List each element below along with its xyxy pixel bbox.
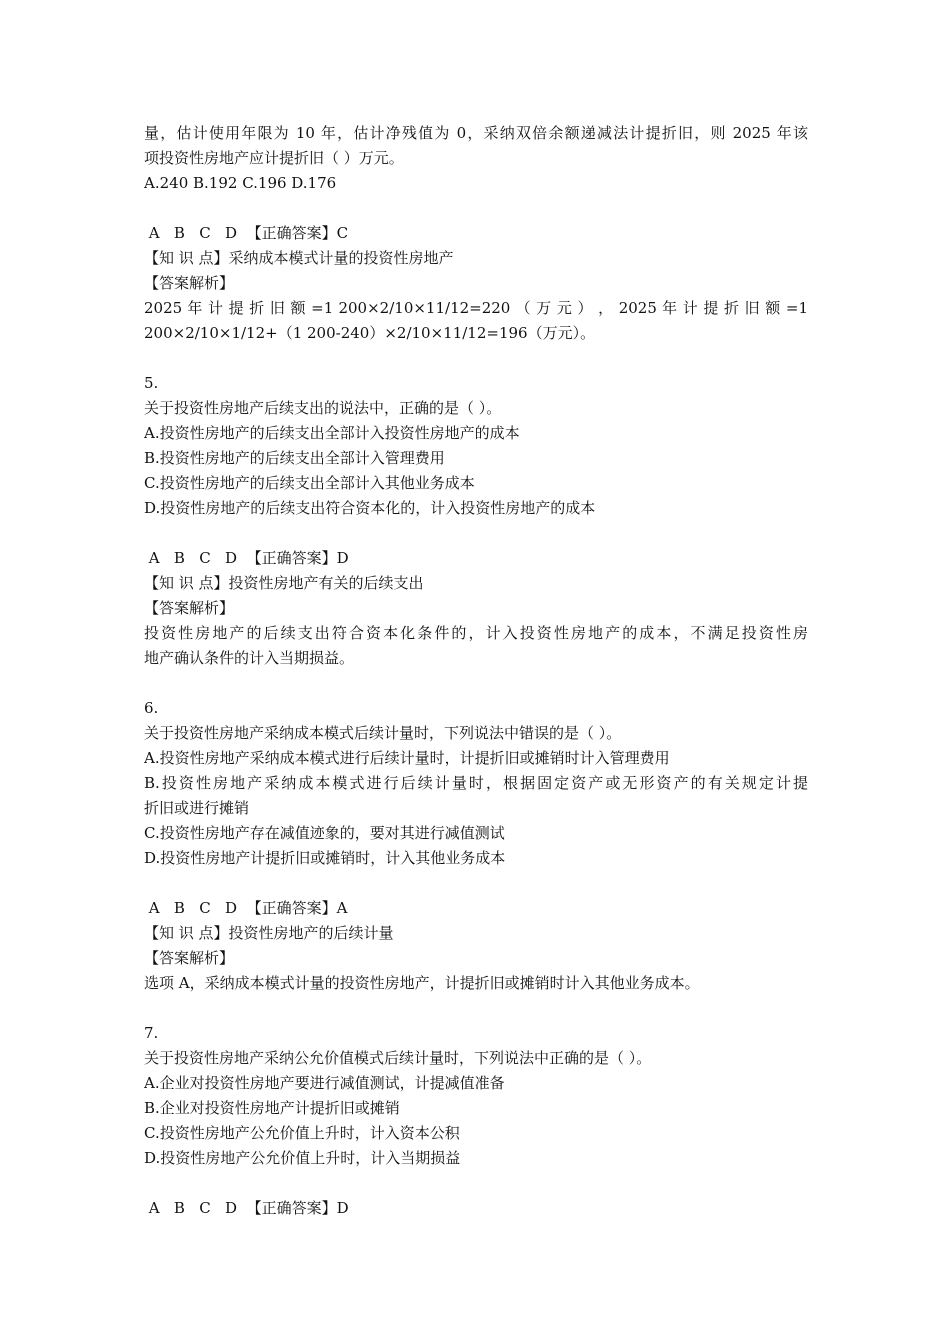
- q5-analysis-line-2: 地产确认条件的计入当期损益。: [144, 649, 355, 667]
- q4-options: A.240 B.192 C.196 D.176: [144, 174, 337, 192]
- q7-option-b: B.企业对投资性房地产计提折旧或摊销: [144, 1099, 400, 1117]
- q4-analysis-label: 【答案解析】: [144, 274, 235, 292]
- q7-option-c: C.投资性房地产公允价值上升时，计入资本公积: [144, 1124, 460, 1142]
- spacer: [144, 996, 808, 1021]
- spacer: [144, 521, 808, 546]
- q6-number: 6.: [144, 699, 159, 717]
- spacer: [144, 871, 808, 896]
- spacer: [144, 196, 808, 221]
- q4-stem-line-1: 量，估计使用年限为 10 年，估计净残值为 0，采纳双倍余额递减法计提折旧，则 2025 年该: [144, 124, 808, 142]
- q6-knowledge-point: 【知 识 点】投资性房地产的后续计量: [144, 924, 394, 942]
- document-page: [144, 121, 808, 1221]
- q5-number: 5.: [144, 374, 159, 392]
- q4-analysis-line-2: 200×2/10×1/12+（1 200-240）×2/10×11/12=196（万元）。: [144, 324, 596, 342]
- q7-option-d: D.投资性房地产公允价值上升时，计入当期损益: [144, 1149, 461, 1167]
- q6-answer-line: A B C D 【正确答案】A: [144, 899, 348, 917]
- q5-option-a: A.投资性房地产的后续支出全部计入投资性房地产的成本: [144, 424, 520, 442]
- q6-option-b-line-2: 折旧或进行摊销: [144, 799, 250, 817]
- q6-option-a: A.投资性房地产采纳成本模式进行后续计量时，计提折旧或摊销时计入管理费用: [144, 749, 670, 767]
- q5-analysis-label: 【答案解析】: [144, 599, 235, 617]
- q6-analysis-label: 【答案解析】: [144, 949, 235, 967]
- q6-option-c: C.投资性房地产存在减值迹象的，要对其进行减值测试: [144, 824, 505, 842]
- q4-stem-line-2: 项投资性房地产应计提折旧（ ）万元。: [144, 149, 404, 167]
- q7-answer-line: A B C D 【正确答案】D: [144, 1199, 349, 1217]
- q4-analysis-line-1: 2025 年 计 提 折 旧 额 =1 200×2/10×11/12=220 （ 万 元 ） ， 2025 年 计 提 折 旧 额 =1: [144, 299, 808, 317]
- q4-answer-line: A B C D 【正确答案】C: [144, 224, 349, 242]
- q5-analysis-line-1: 投资性房地产的后续支出符合资本化条件的，计入投资性房地产的成本，不满足投资性房: [144, 624, 808, 642]
- q7-stem: 关于投资性房地产采纳公允价值模式后续计量时，下列说法中正确的是（ ）。: [144, 1049, 652, 1067]
- q5-answer-line: A B C D 【正确答案】D: [144, 549, 349, 567]
- q7-number: 7.: [144, 1024, 159, 1042]
- q5-stem: 关于投资性房地产后续支出的说法中，正确的是（ ）。: [144, 399, 502, 417]
- spacer: [144, 671, 808, 696]
- q6-analysis: 选项 A，采纳成本模式计量的投资性房地产，计提折旧或摊销时计入其他业务成本。: [144, 974, 700, 992]
- q5-knowledge-point: 【知 识 点】投资性房地产有关的后续支出: [144, 574, 424, 592]
- q4-knowledge-point: 【知 识 点】采纳成本模式计量的投资性房地产: [144, 249, 454, 267]
- q6-option-b-line-1: B.投资性房地产采纳成本模式进行后续计量时，根据固定资产或无形资产的有关规定计提: [144, 774, 808, 792]
- q6-stem: 关于投资性房地产采纳成本模式后续计量时，下列说法中错误的是（ ）。: [144, 724, 622, 742]
- spacer: [144, 1171, 808, 1196]
- q7-option-a: A.企业对投资性房地产要进行减值测试，计提减值准备: [144, 1074, 505, 1092]
- spacer: [144, 346, 808, 371]
- q5-option-d: D.投资性房地产的后续支出符合资本化的，计入投资性房地产的成本: [144, 499, 596, 517]
- q6-option-d: D.投资性房地产计提折旧或摊销时，计入其他业务成本: [144, 849, 506, 867]
- q5-option-b: B.投资性房地产的后续支出全部计入管理费用: [144, 449, 445, 467]
- q5-option-c: C.投资性房地产的后续支出全部计入其他业务成本: [144, 474, 475, 492]
